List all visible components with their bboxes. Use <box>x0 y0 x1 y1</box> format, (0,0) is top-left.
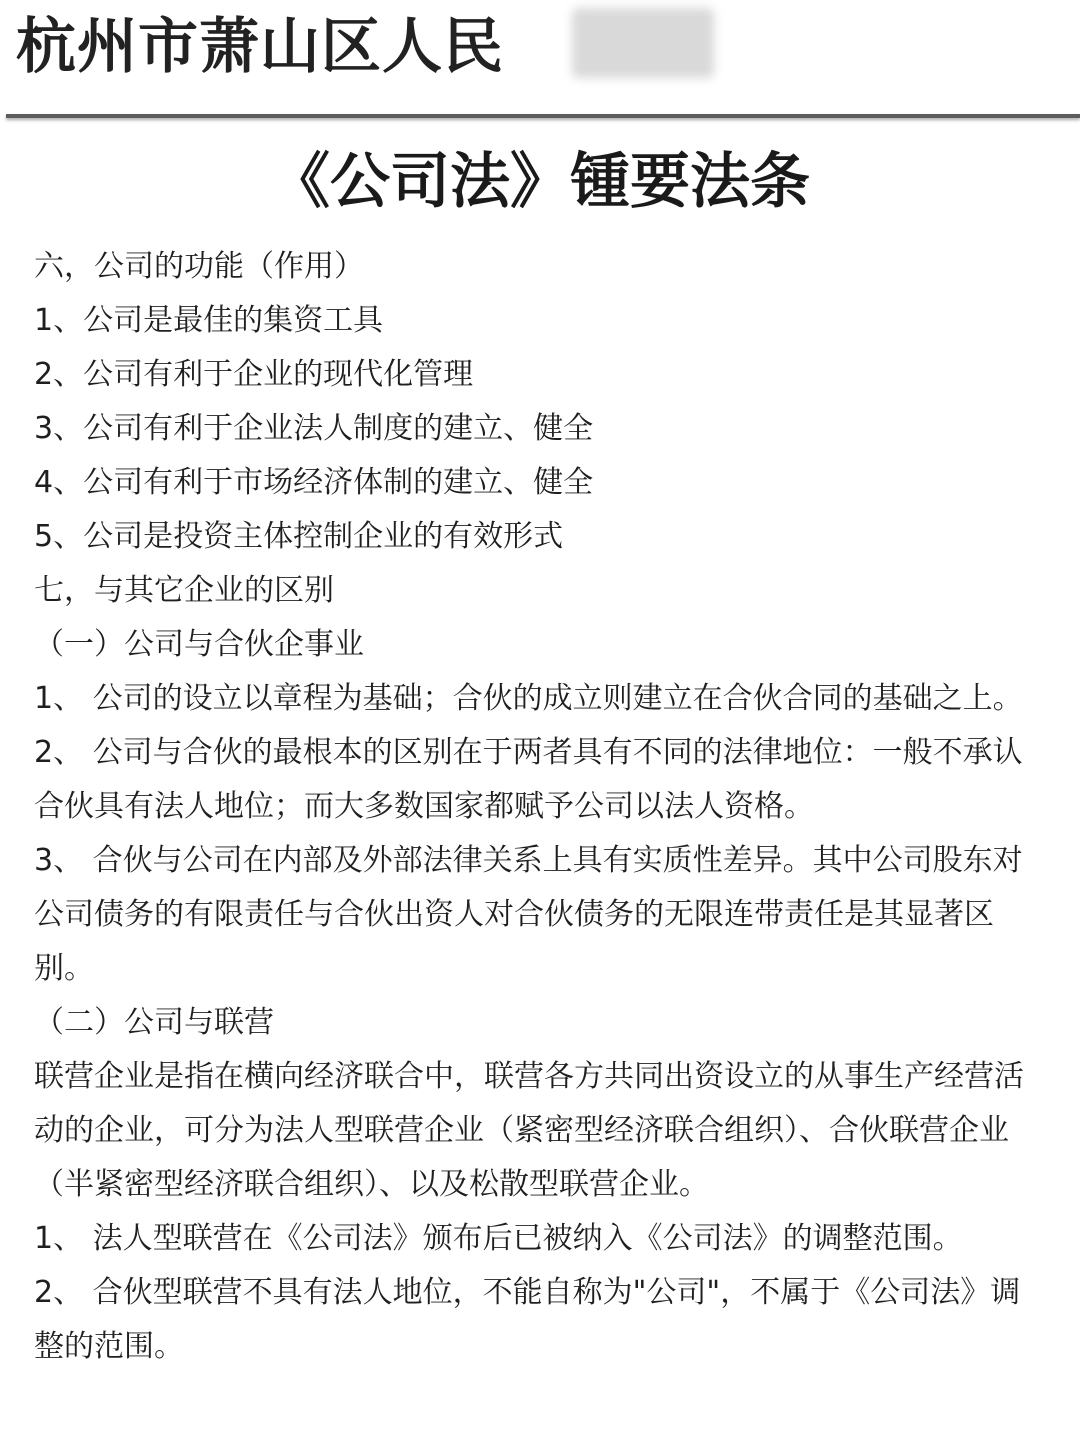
list-item: 2、公司有利于企业的现代化管理 <box>34 357 474 392</box>
redacted-blur <box>572 8 714 78</box>
header-title: 杭州市萧山区人民 <box>16 12 504 82</box>
list-item: 5、公司是投资主体控制企业的有效形式 <box>34 519 564 554</box>
section-heading: 七，与其它企业的区别 <box>34 573 334 608</box>
paragraph: 联营企业是指在横向经济联合中，联营各方共同出资设立的从事生产经营活动的企业，可分为法人型联营企业（紧密型经济联合组织）、合伙联营企业（半紧密型经济联合组织）、以及松散型联营企业。 <box>34 1059 1024 1202</box>
section-heading: 六，公司的功能（作用） <box>34 249 364 284</box>
list-item: 1、公司是最佳的集资工具 <box>34 303 384 338</box>
page-title: 《公司法》锺要法条 <box>270 147 810 217</box>
list-item: 1、 法人型联营在《公司法》颁布后已被纳入《公司法》的调整范围。 <box>34 1221 963 1256</box>
list-item: 4、公司有利于市场经济体制的建立、健全 <box>34 465 594 500</box>
list-item: 2、 公司与合伙的最根本的区别在于两者具有不同的法律地位：一般不承认合伙具有法人地位；而大多数国家都赋予公司以法人资格。 <box>34 735 1023 824</box>
subsection-heading: （二）公司与联营 <box>34 1005 274 1040</box>
document-body <box>34 240 1044 1374</box>
list-item: 1、 公司的设立以章程为基础；合伙的成立则建立在合伙合同的基础之上。 <box>34 681 1023 716</box>
header-divider <box>6 114 1080 118</box>
list-item: 3、 合伙与公司在内部及外部法律关系上具有实质性差异。其中公司股东对公司债务的有限责任与合伙出资人对合伙债务的无限连带责任是其显著区别。 <box>34 843 1023 986</box>
document-header <box>0 0 1080 118</box>
list-item: 2、 合伙型联营不具有法人地位，不能自称为"公司"，不属于《公司法》调整的范围。 <box>34 1275 1021 1364</box>
subsection-heading: （一）公司与合伙企事业 <box>34 627 364 662</box>
list-item: 3、公司有利于企业法人制度的建立、健全 <box>34 411 594 446</box>
